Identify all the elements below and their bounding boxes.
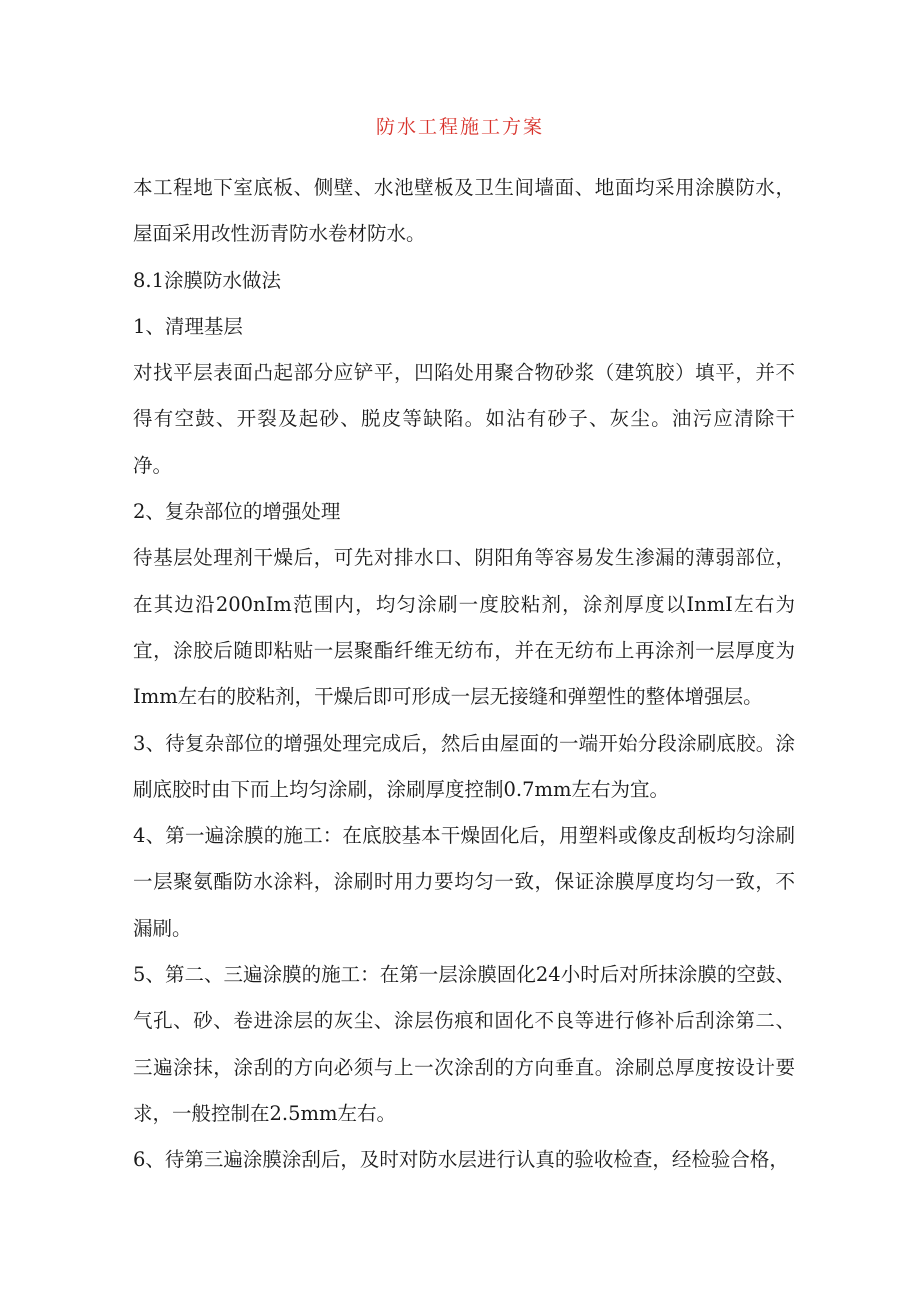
step-heading-1: 1、清理基层 bbox=[133, 314, 243, 338]
step-heading-2: 2、复杂部位的增强处理 bbox=[133, 500, 341, 524]
paragraph-step-1: 对找平层表面凸起部分应铲平，凹陷处用聚合物砂浆（建筑胶）填平，并不得有空鼓、开裂及起砂、脱皮等缺陷。如沾有砂子、灰尘。油污应清除干净。 bbox=[133, 361, 795, 477]
paragraph-intro: 本工程地下室底板、侧壁、水池壁板及卫生间墙面、地面均采用涂膜防水，屋面采用改性沥青防水卷材防水。 bbox=[133, 176, 795, 246]
section-heading-8-1: 8.1涂膜防水做法 bbox=[133, 268, 282, 292]
paragraph-step-5: 5、第二、三遍涂膜的施工：在第一层涂膜固化24小时后对所抹涂膜的空鼓、气孔、砂、卷进涂层的灰尘、涂层伤痕和固化不良等进行修补后刮涂第二、三遍涂抹，涂刮的方向必须与上一次涂刮的方向垂直。涂刷总厚度按设计要求，一般控制在2.5mm左右。 bbox=[133, 963, 795, 1125]
paragraph-step-6: 6、待第三遍涂膜涂刮后，及时对防水层进行认真的验收检查，经检验合格， bbox=[133, 1148, 789, 1172]
document-body bbox=[133, 165, 795, 1184]
paragraph-step-3: 3、待复杂部位的增强处理完成后，然后由屋面的一端开始分段涂刷底胶。涂刷底胶时由下而上均匀涂刷，涂刷厚度控制0.7mm左右为宜。 bbox=[133, 731, 795, 801]
paragraph-step-4: 4、第一遍涂膜的施工：在底胶基本干燥固化后，用塑料或像皮刮板均匀涂刷一层聚氨酯防水涂料，涂刷时用力要均匀一致，保证涂膜厚度均匀一致，不漏刷。 bbox=[133, 824, 795, 940]
document-title: 防水工程施工方案 bbox=[375, 116, 544, 138]
paragraph-step-2: 待基层处理剂干燥后，可先对排水口、阴阳角等容易发生渗漏的薄弱部位，在其边沿200nIm范围内，均匀涂刷一度胶粘剂，涂剂厚度以InmI左右为宜，涂胶后随即粘贴一层聚酯纤维无纺布，并在无纺布上再涂剂一层厚度为Imm左右的胶粘剂，干燥后即可形成一层无接缝和弹塑性的整体增强层。 bbox=[133, 546, 795, 709]
